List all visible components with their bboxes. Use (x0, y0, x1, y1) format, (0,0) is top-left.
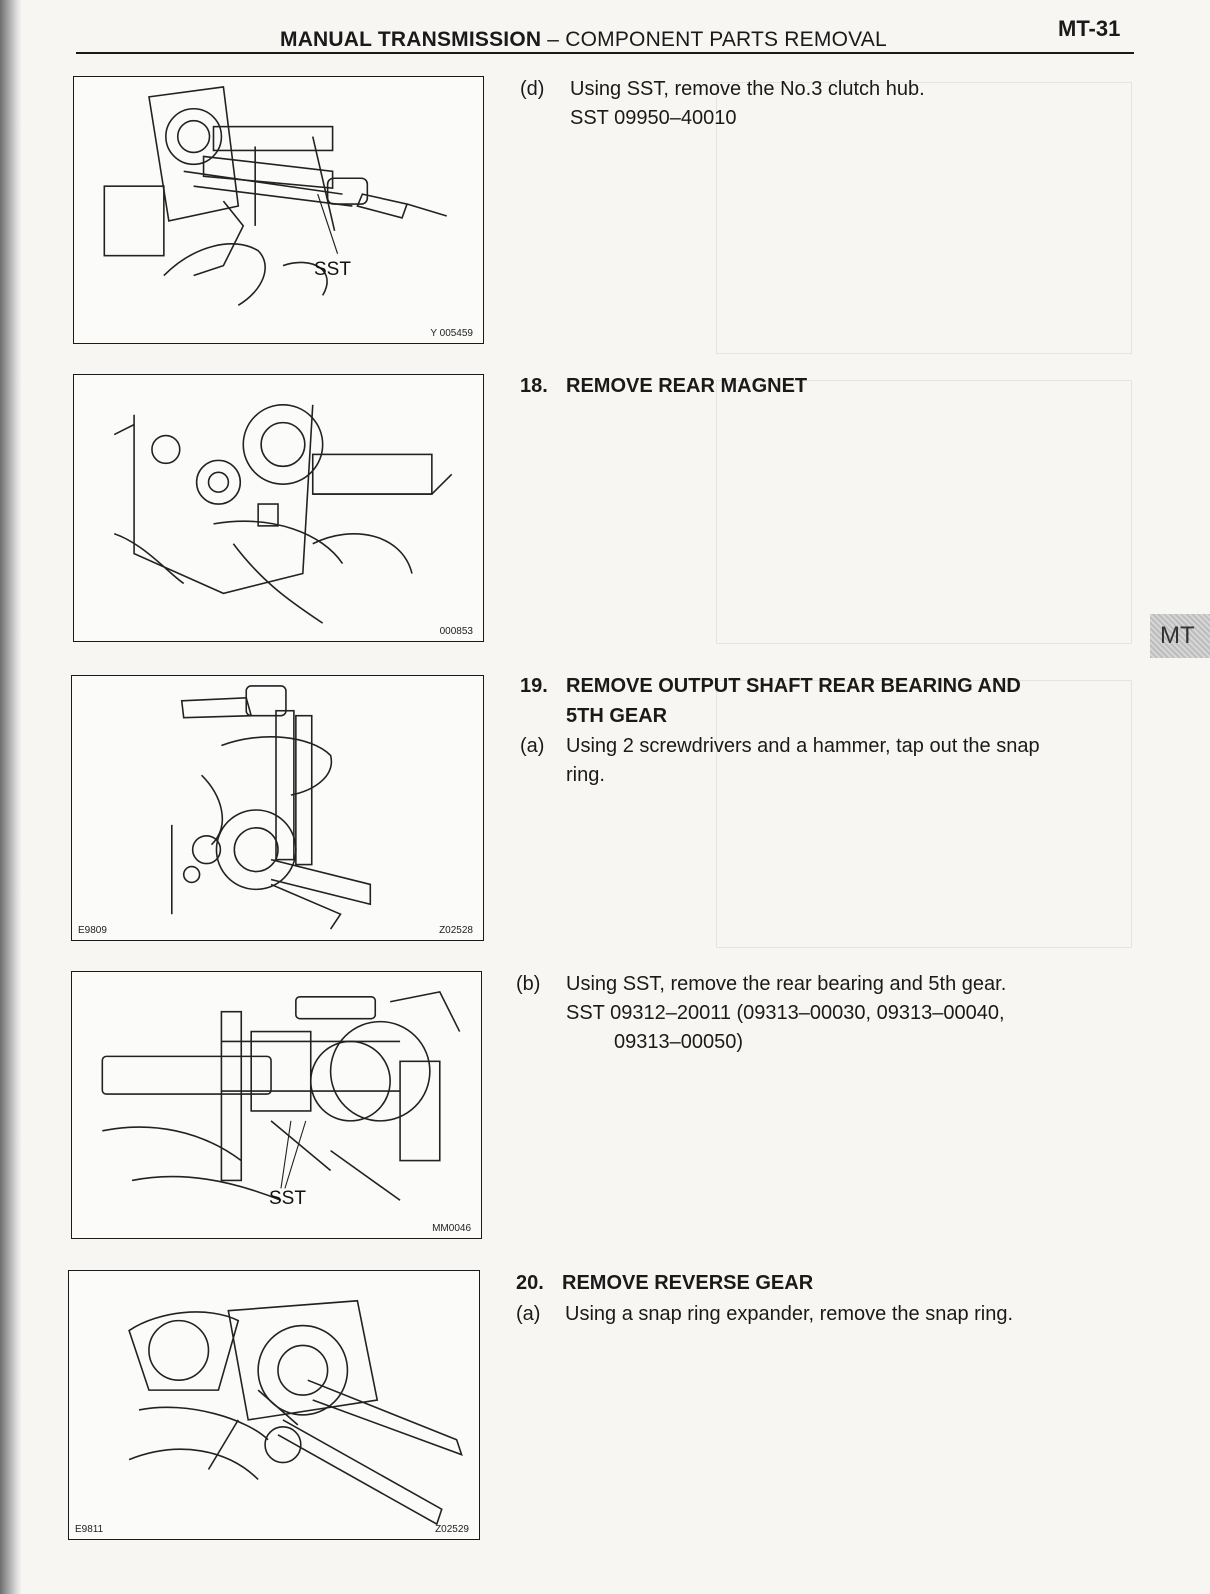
substep-label: (a) (520, 735, 545, 757)
step-number: 18. (520, 375, 548, 397)
figure-rear-bearing-removal (71, 971, 482, 1239)
page-binding-shadow (0, 0, 22, 1594)
figure-code: Y 005459 (430, 328, 473, 339)
sst-number: SST 09950–40010 (570, 107, 737, 129)
header-subsection: COMPONENT PARTS REMOVAL (565, 28, 887, 51)
page-number: MT-31 (1058, 16, 1121, 41)
illustration-snap-ring (72, 676, 483, 940)
illustration-rear-magnet (74, 375, 483, 641)
figure-code: 000853 (439, 626, 473, 637)
substep-19a (520, 732, 1135, 792)
substep-text: Using SST, remove the No.3 clutch hub. (570, 78, 925, 100)
figure-code: Z02529 (435, 1524, 469, 1535)
step-18 (520, 371, 1130, 403)
page-header-title (280, 28, 887, 52)
figure-snap-ring-tap (71, 675, 484, 941)
figure-code: MM0046 (432, 1223, 471, 1234)
section-tab (1150, 614, 1210, 658)
step-20 (516, 1268, 1126, 1300)
step-19 (520, 671, 1130, 733)
figure-code-left: E9809 (78, 925, 107, 936)
figure-code-left: E9811 (75, 1524, 104, 1535)
substep-text-line-2: ring. (566, 764, 605, 786)
figure-code: Z02528 (439, 925, 473, 936)
bleed-through-box (716, 380, 1132, 644)
step-title-line-1: REMOVE OUTPUT SHAFT REAR BEARING AND (566, 675, 1021, 697)
step-title-line-2: 5TH GEAR (566, 705, 668, 727)
step-number: 19. (520, 675, 548, 697)
substep-20a (516, 1300, 1131, 1332)
substep-text: Using SST, remove the rear bearing and 5th gear. (566, 973, 1007, 995)
step-number: 20. (516, 1272, 544, 1294)
section-tab-label: MT (1160, 622, 1195, 649)
header-rule (76, 52, 1134, 54)
illustration-reverse-gear (69, 1271, 479, 1539)
figure-label-sst: SST (314, 259, 351, 280)
figure-rear-magnet (73, 374, 484, 642)
header-section: MANUAL TRANSMISSION (280, 28, 542, 51)
step-title: REMOVE REAR MAGNET (566, 375, 808, 397)
illustration-clutch-hub (74, 77, 483, 343)
substep-label: (d) (520, 78, 545, 100)
sst-number-line-1: SST 09312–20011 (09313–00030, 09313–00040, (566, 1002, 1005, 1024)
figure-reverse-gear (68, 1270, 480, 1540)
substep-label: (b) (516, 973, 541, 995)
substep-text-line-1: Using 2 screwdrivers and a hammer, tap out the snap (566, 735, 1040, 757)
substep-text: Using a snap ring expander, remove the snap ring. (565, 1303, 1014, 1325)
figure-clutch-hub-removal (73, 76, 484, 344)
header-separator: – (547, 28, 560, 51)
step-title: REMOVE REVERSE GEAR (562, 1272, 814, 1294)
sst-number-line-2: 09313–00050) (614, 1031, 744, 1053)
figure-label-sst: SST (269, 1188, 306, 1209)
substep-label: (a) (516, 1303, 541, 1325)
